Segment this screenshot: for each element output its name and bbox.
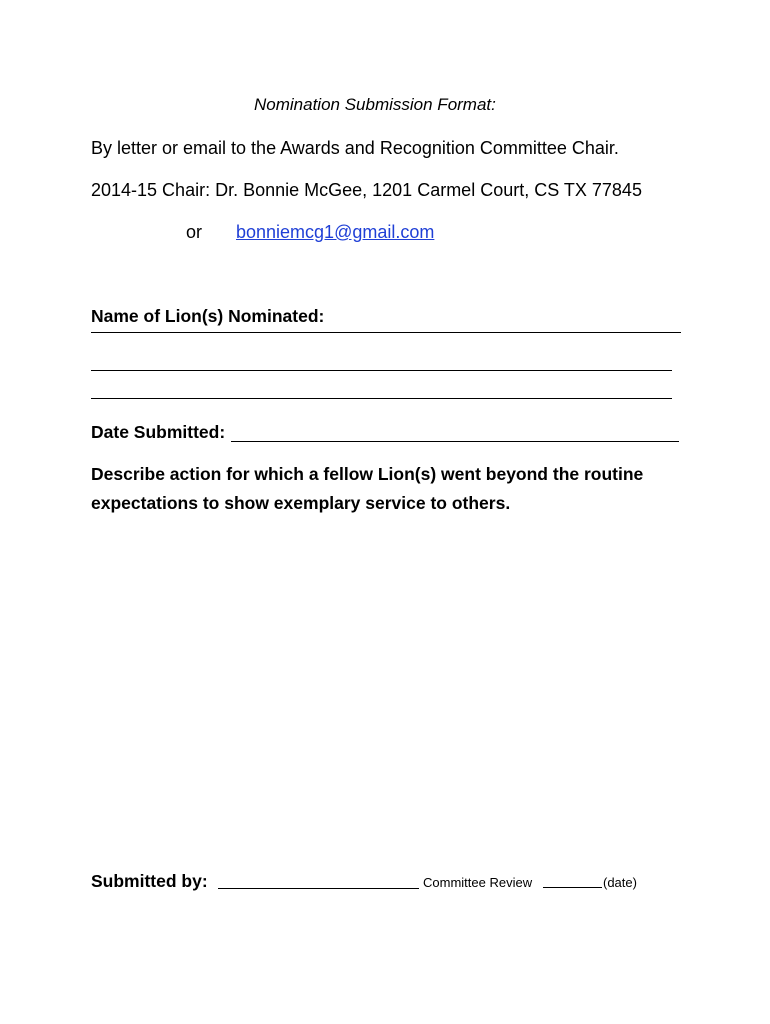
submitted-by-field[interactable] [218,888,419,889]
chair-contact-text: 2014-15 Chair: Dr. Bonnie McGee, 1201 Carmel Court, CS TX 77845 [91,180,642,200]
name-nominated-label: Name of Lion(s) Nominated: [91,306,325,326]
instructions-text: By letter or email to the Awards and Recognition Committee Chair. [91,138,619,158]
or-label: or [186,222,203,242]
email-link[interactable]: bonniemcg1@gmail.com [236,222,435,242]
describe-prompt-line-2: expectations to show exemplary service to others. [91,493,511,513]
submitted-by-label: Submitted by: [91,871,208,891]
date-submitted-label: Date Submitted: [91,422,226,442]
name-nominated-field[interactable] [91,332,681,333]
committee-review-label: Committee Review [423,875,533,890]
name-nominated-field-line-3[interactable] [91,398,672,399]
committee-review-date-suffix: (date) [603,875,637,890]
date-submitted-field[interactable] [231,441,679,442]
describe-prompt-line-1: Describe action for which a fellow Lion(s) went beyond the routine [91,464,644,484]
section-heading: Nomination Submission Format: [254,95,496,114]
committee-review-date-field[interactable] [543,887,602,888]
name-nominated-field-line-2[interactable] [91,370,672,371]
